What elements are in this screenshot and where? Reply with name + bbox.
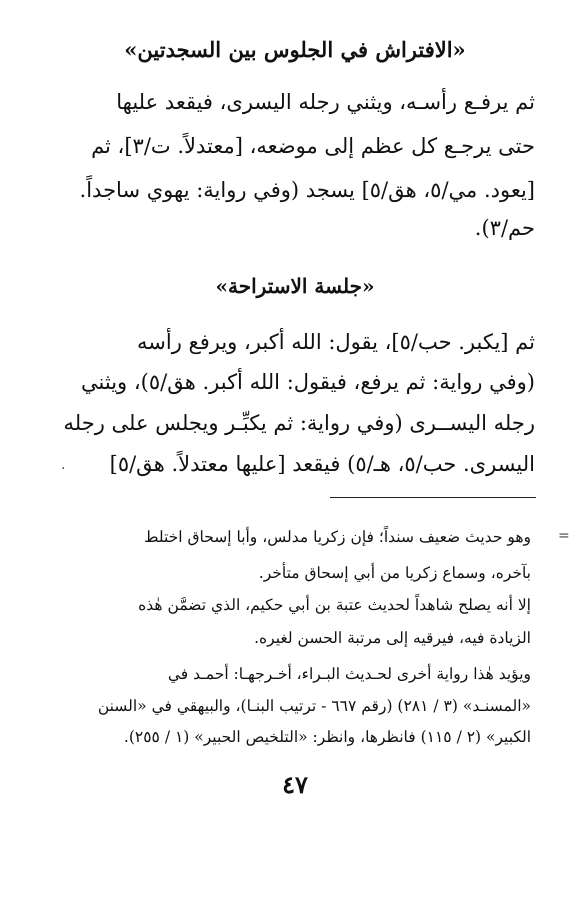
text-line: حتى يرجـع كل عظم إلى موضعه، [معتدلاً. ت/٣]، ثم bbox=[91, 134, 535, 158]
text-line: رجله اليســرى (وفي رواية: ثم يكبِّـر ويجلس على رجله bbox=[63, 411, 535, 435]
footnote-line: إلا أنه يصلح شاهداً لحديث عتبة بن أبي حكيم، الذي تضمَّن هٰذه bbox=[138, 596, 531, 614]
section-heading: «جلسة الاستراحة» bbox=[215, 274, 375, 298]
footnote-line: وهو حديث ضعيف سنداً؛ فإن زكريا مدلس، وأبا إسحاق اختلط bbox=[144, 528, 531, 546]
footnote-line: الزيادة فيه، فيرقيه إلى مرتبة الحسن لغيره. bbox=[254, 629, 531, 647]
section-heading: «الافتراش في الجلوس بين السجدتين» bbox=[124, 37, 466, 62]
text-line: [يعود. مي/٥، هق/٥] يسجد (وفي رواية: يهوي ساجداً. bbox=[79, 178, 535, 202]
text-line: (وفي رواية: ثم يرفع، فيقول: الله أكبر. هق/٥)، ويثني bbox=[81, 370, 535, 394]
text-line: ثم [يكبر. حب/٥]، يقول: الله أكبر، ويرفع رأسه bbox=[137, 330, 535, 354]
footnote-line: بآخره، وسماع زكريا من أبي إسحاق متأخر. bbox=[258, 564, 531, 582]
text-line: اليسرى. حب/٥، هـ/٥) فيقعد [عليها معتدلاً. هق/٥] bbox=[109, 452, 535, 476]
stray-dot: · bbox=[61, 461, 66, 477]
page-number: ٤٧ bbox=[282, 770, 308, 799]
footnote-line: الكبير» (٢ / ١١٥) فانظرها، وانظر: «التلخيص الحبير» (١ / ٢٥٥). bbox=[123, 728, 531, 746]
footnote-line: «المسنـد» (٣ / ٢٨١) (رقم ٦٦٧ - ترتيب البنـا)، والبيهقي في «السنن bbox=[97, 697, 531, 715]
margin-mark: = bbox=[558, 528, 570, 544]
text-line: ثم يرفـع رأسـه، ويثني رجله اليسرى، فيقعد عليها bbox=[116, 90, 535, 114]
footnote-separator bbox=[330, 497, 536, 498]
text-line: حم/٣). bbox=[474, 216, 535, 240]
footnote-line: ويؤيد هٰذا رواية أخرى لحـديث البـراء، أخـرجهـا: أحمـد في bbox=[167, 665, 531, 683]
